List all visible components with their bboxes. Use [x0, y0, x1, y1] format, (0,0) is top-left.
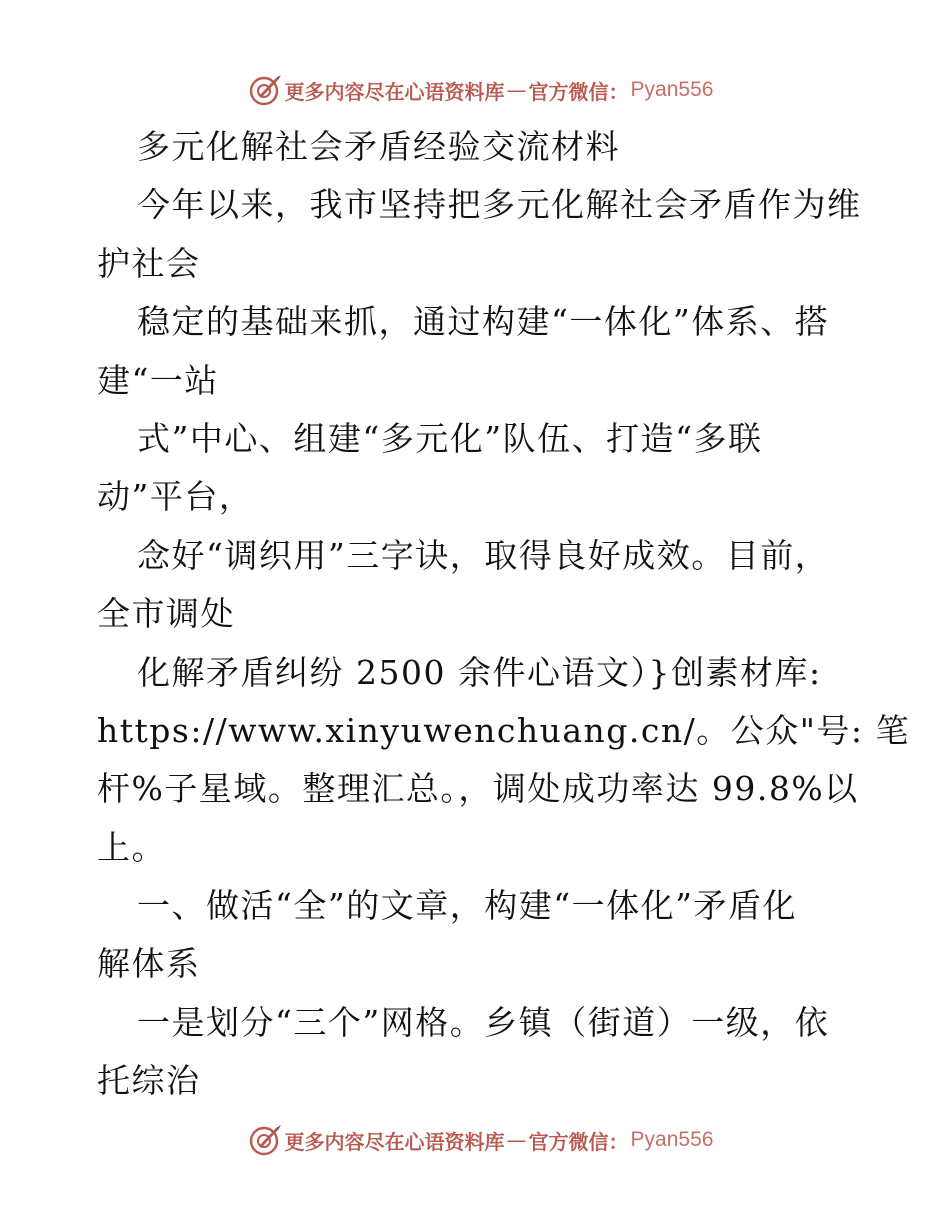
watermark-separator: —: [506, 1128, 527, 1152]
watermark-group: [247, 1122, 714, 1158]
watermark-group: [247, 72, 714, 108]
text-line: 今年以来，我市坚持把多元化解社会矛盾作为维: [137, 185, 862, 225]
text-line: 建“一站: [97, 360, 219, 400]
section-heading: 一、做活“全”的文章，构建“一体化”矛盾化: [137, 886, 797, 926]
watermark-separator: —: [506, 78, 527, 102]
document-body: [97, 118, 911, 1111]
quill-logo-icon: [247, 1122, 283, 1158]
text-line: 式”中心、组建“多元化”队伍、打造“多联: [137, 418, 763, 458]
text-line: 托综治: [97, 1061, 201, 1101]
watermark-wechat-id: Pyan556: [630, 1128, 714, 1151]
text-line: 解体系: [97, 944, 201, 984]
watermark-label: 官方微信：: [528, 79, 629, 104]
text-line: 动”平台，: [97, 477, 254, 517]
text-line: 一是划分“三个”网格。乡镇（街道）一级，依: [137, 1002, 830, 1042]
watermark-header: [0, 70, 950, 110]
watermark-brand: 更多内容尽在心语资料库: [284, 79, 505, 104]
text-line: https://www.xinyuwenchuang.cn/。公众"号: 笔: [97, 710, 911, 750]
text-line: 稳定的基础来抓，通过构建“一体化”体系、搭: [137, 302, 830, 342]
document-title: 多元化解社会矛盾经验交流材料: [137, 127, 620, 166]
text-line: 护社会: [97, 243, 201, 283]
watermark-footer: [0, 1120, 950, 1160]
text-line: 化解矛盾纠纷 2500 余件心语文）}创素材库:: [137, 652, 822, 692]
quill-logo-icon: [247, 72, 283, 108]
watermark-label: 官方微信：: [528, 1129, 629, 1154]
text-line: 上。: [97, 827, 166, 867]
text-line: 杆%子星域。整理汇总。，调处成功率达 99.8%以: [97, 769, 859, 809]
watermark-wechat-id: Pyan556: [630, 78, 714, 101]
text-line: 念好“调织用”三字诀，取得良好成效。目前，: [137, 535, 830, 575]
text-line: 全市调处: [97, 594, 235, 634]
watermark-brand: 更多内容尽在心语资料库: [284, 1129, 505, 1154]
